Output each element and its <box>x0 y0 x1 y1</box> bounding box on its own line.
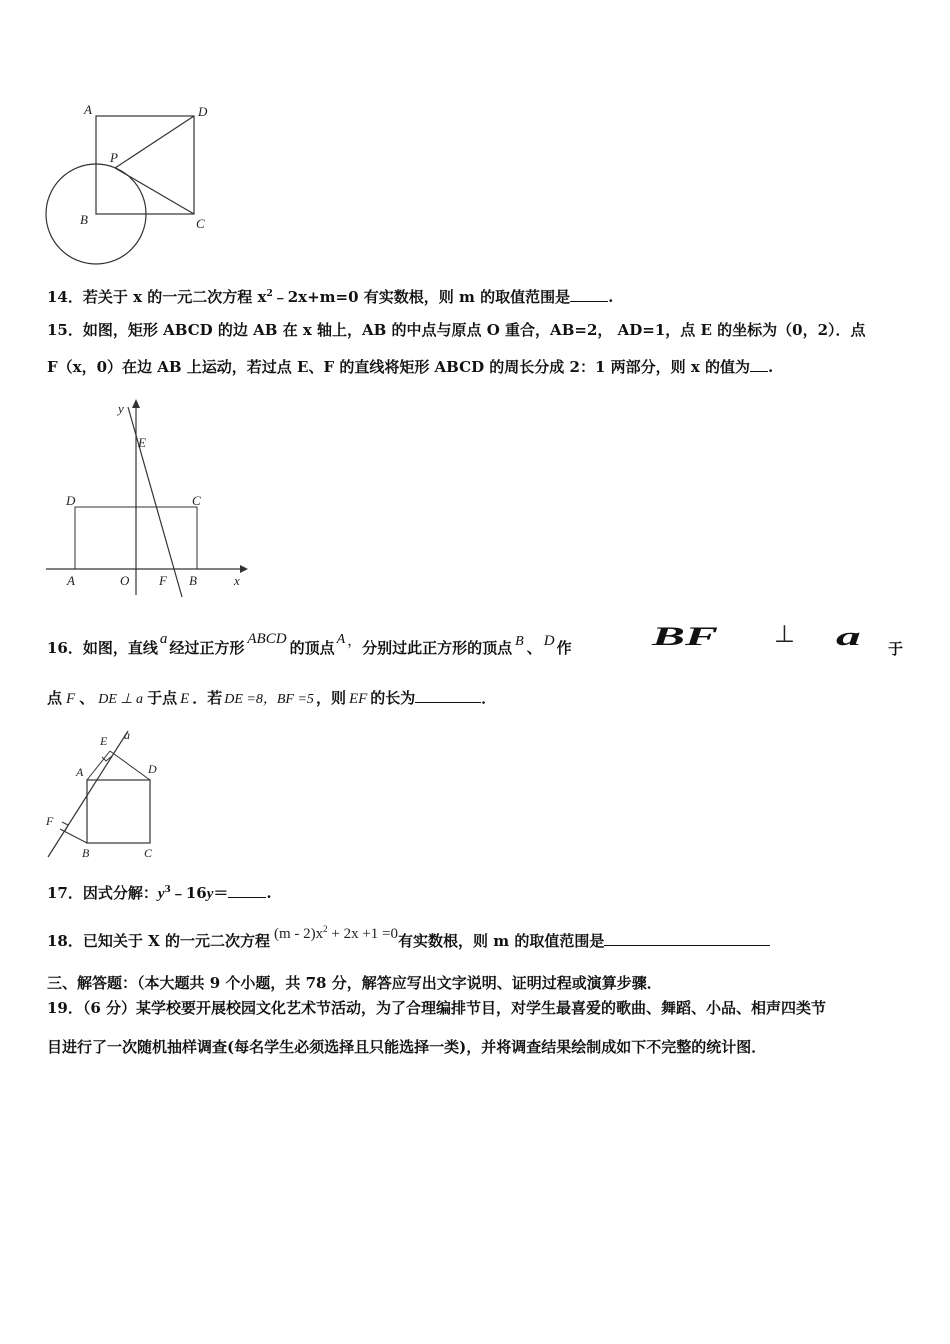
q16-abcd: ABCD <box>247 631 287 647</box>
q16-vertex-d: D <box>543 633 555 649</box>
segment-fb <box>60 829 87 843</box>
q16-bf-big: BF <box>652 622 718 651</box>
q16-vertex-b: B <box>515 634 524 649</box>
q15-end: . <box>768 358 774 376</box>
q16-de-perp: DE ⊥ a <box>98 692 144 707</box>
q17-y: y <box>157 886 165 902</box>
question-15-line-1: 15．如图，矩形 ABCD 的边 AB 在 x 轴上，AB 的中点与原点 O 重合，AB=2， AD=1，点 E 的坐标为（0，2）．点 <box>47 321 866 339</box>
q16-sep: 、 <box>526 639 542 657</box>
q16-sep2: 、 <box>79 689 95 707</box>
answer-blank[interactable] <box>570 287 608 302</box>
y-axis-arrow <box>132 399 140 408</box>
question-16-line-1 <box>47 631 572 660</box>
question-17 <box>47 880 272 904</box>
q18-eq-a: (m - 2)x <box>273 926 324 942</box>
label-y: y <box>118 401 124 416</box>
q14-text-a: 14．若关于 x 的一元二次方程 x <box>47 288 267 306</box>
q16-t7: 于点 <box>147 689 178 707</box>
label-o: O <box>120 573 130 588</box>
question-19-line-1: 19．（6 分）某学校要开展校园文化艺术节活动，为了合理编排节目，对学生最喜爱的歌曲、舞蹈、小品、相声四类节 <box>47 999 827 1017</box>
q16-t9: ，则 <box>315 689 346 707</box>
q16-point-f: F <box>66 691 76 707</box>
section-3-heading: 三、解答题：（本大题共 9 个小题，共 78 分，解答应写出文字说明、证明过程或演算步骤． <box>47 974 662 992</box>
segment-ed <box>110 751 150 780</box>
answer-blank[interactable] <box>750 357 768 372</box>
q16-ef: EF <box>348 691 368 707</box>
label-c: C <box>192 493 201 508</box>
label-a: A <box>84 102 92 117</box>
q16-t1: 经过正方形 <box>169 639 245 657</box>
figure-square-line <box>40 725 170 865</box>
figure-square-circle <box>40 98 225 270</box>
label-p: P <box>110 150 118 165</box>
q17-text-b: ﹣16 <box>170 884 207 902</box>
question-15-line-2 <box>47 357 773 377</box>
q16-t8: ．若 <box>192 689 223 707</box>
q17-eq: ＝ <box>213 884 229 902</box>
q15-line2-text: F（x，0）在边 AB 上运动，若过点 E、F 的直线将矩形 ABCD 的周长分成 2：1 两部分，则 x 的值为 <box>47 358 751 376</box>
q18-text-a: 18．已知关于 X 的一元二次方程 <box>47 932 270 950</box>
q17-text-a: 17．因式分解： <box>47 884 158 902</box>
q16-condition: DE =8，BF =5 <box>224 692 314 707</box>
label-b: B <box>80 212 88 227</box>
q17-y2: y <box>206 886 214 902</box>
label-e: E <box>100 734 108 748</box>
answer-blank[interactable] <box>228 883 266 898</box>
q17-end: . <box>266 884 272 902</box>
label-b: B <box>189 573 197 588</box>
question-16-line-2 <box>47 688 496 710</box>
q16-perp-big: ⊥ <box>774 620 795 648</box>
q16-t6: 点 <box>47 689 63 707</box>
q17-sup: 3 <box>164 885 171 895</box>
q16-vertex-a: A <box>336 632 346 647</box>
q18-text-b: 有实数根，则 m 的取值范围是 <box>398 932 605 950</box>
q16-point-e: E <box>180 691 190 707</box>
q16-end: ． <box>481 689 497 707</box>
q14-sup: 2 <box>266 289 273 299</box>
q16-t10: 的长为 <box>370 689 416 707</box>
line-a <box>48 731 128 857</box>
question-19-line-2: 目进行了一次随机抽样调查(每名学生必须选择且只能选择一类)，并将调查结果绘制成如下不完整的统计图． <box>47 1038 767 1056</box>
label-a: A <box>67 573 75 588</box>
q16-comma: ， <box>347 633 363 649</box>
q16-t3: 分别过此正方形的顶点 <box>362 639 513 657</box>
answer-blank[interactable] <box>604 931 770 946</box>
q14-end: . <box>608 288 614 306</box>
q14-text-b: ﹣2x+m=0 有实数根，则 m 的取值范围是 <box>272 288 571 306</box>
label-f: F <box>46 814 54 828</box>
label-a-line: a <box>124 728 130 742</box>
square-abcd <box>87 780 150 843</box>
q16-num: 16．如图，直线 <box>47 639 158 657</box>
square-abcd <box>96 116 194 214</box>
label-a: A <box>76 765 84 779</box>
q16-a-big: a <box>836 622 861 651</box>
q16-t2: 的顶点 <box>289 639 335 657</box>
q18-equation <box>274 926 398 942</box>
label-f: F <box>159 573 167 588</box>
label-e: E <box>138 435 146 450</box>
x-axis-arrow <box>240 565 248 573</box>
figure-rectangle-axes <box>40 395 255 605</box>
question-14 <box>47 284 613 307</box>
label-d: D <box>66 493 76 508</box>
q16-t5: 于 <box>888 640 904 658</box>
label-d: D <box>148 762 157 776</box>
segment-pc <box>115 168 194 214</box>
q16-t4: 作 <box>556 639 572 657</box>
label-c: C <box>144 846 153 860</box>
label-b: B <box>82 846 90 860</box>
answer-blank[interactable] <box>415 688 481 703</box>
q18-sup: 2 <box>323 924 328 934</box>
question-18 <box>47 924 770 952</box>
segment-pd <box>115 116 194 168</box>
label-x: x <box>234 573 240 588</box>
q18-eq-b: + 2x +1 =0 <box>327 926 399 942</box>
label-c: C <box>196 216 205 231</box>
label-d: D <box>198 104 208 119</box>
q16-line-a: a <box>159 631 168 647</box>
